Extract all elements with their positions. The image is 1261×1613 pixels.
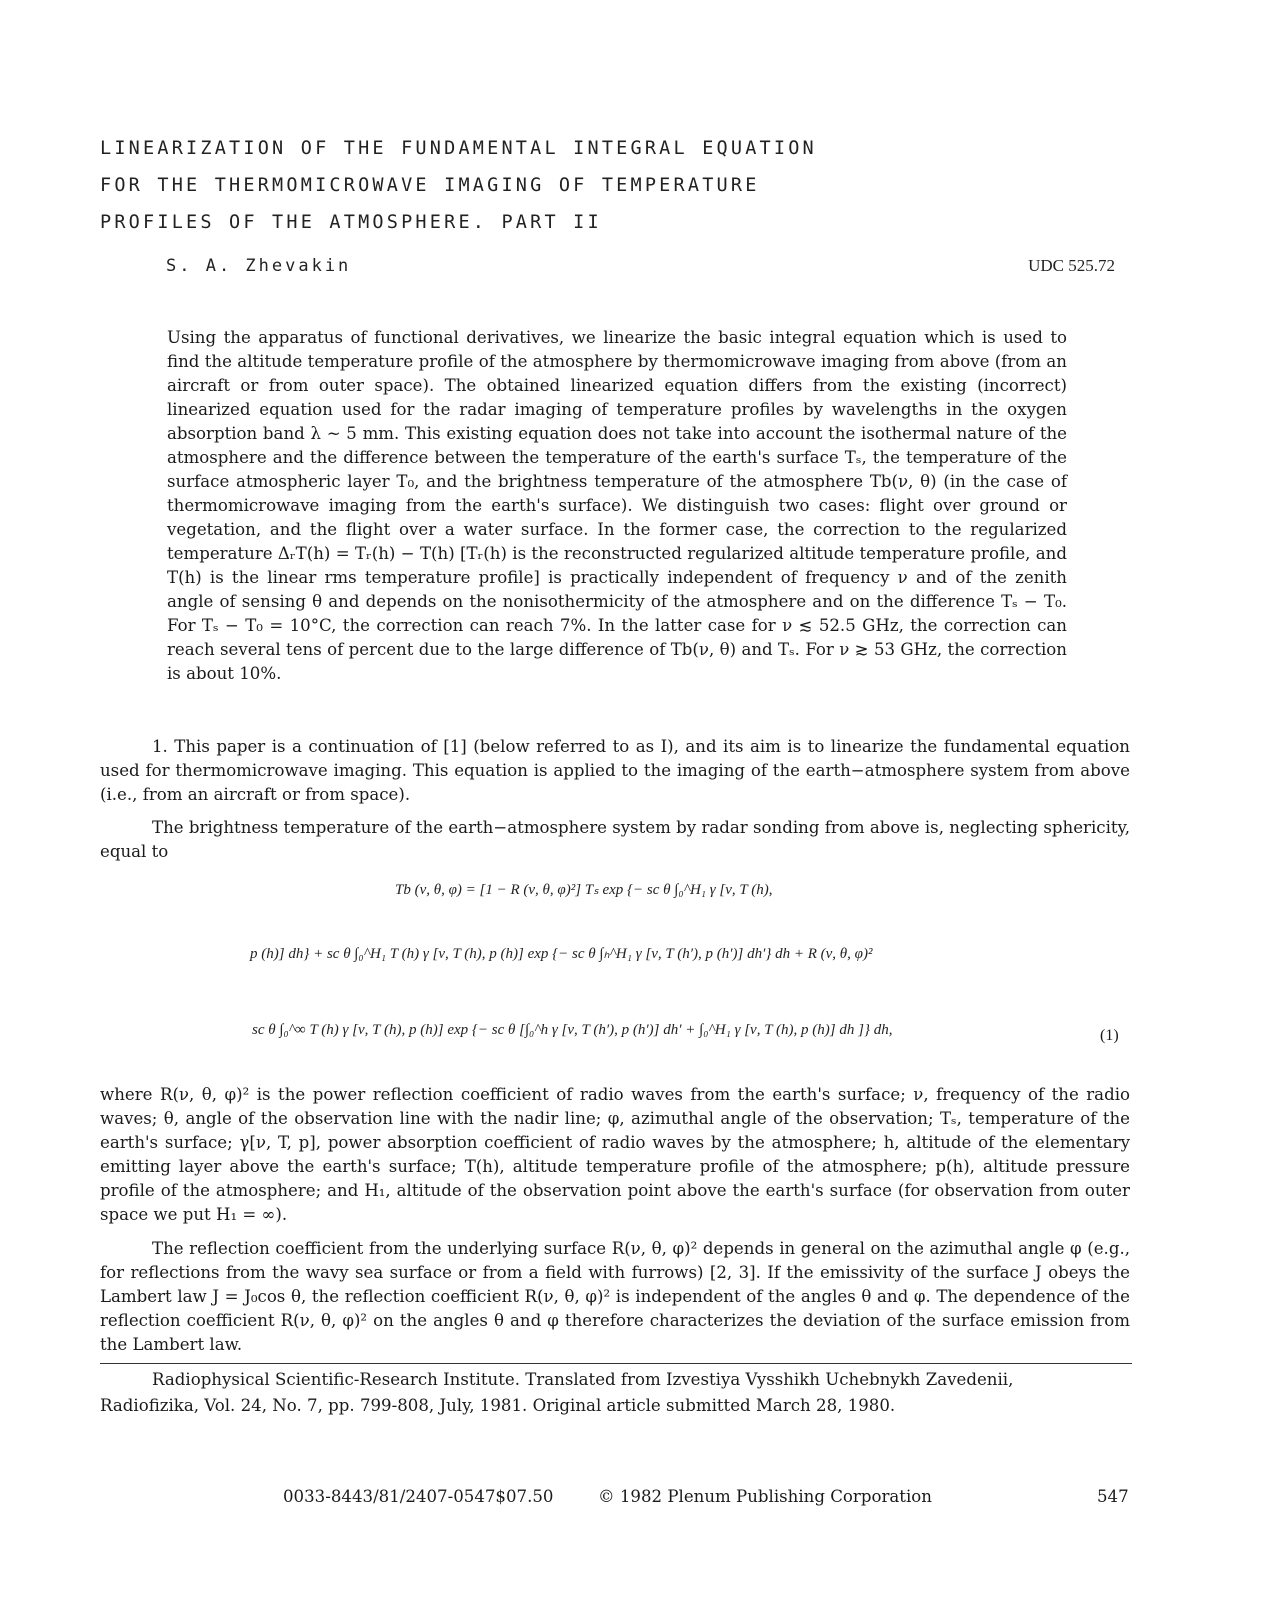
article-code: 0033-8443/81/2407-0547$07.50 <box>283 1487 554 1506</box>
equation-line-3: sc θ ∫₀^∞ T (h) γ [ν, T (h), p (h)] exp {− sc θ [∫₀^h γ [ν, T (h′), p (h′)] dh′ + ∫₀^H₁ γ [ν, T (h), p (h)] dh ]} dh, <box>252 1022 893 1038</box>
equation-number: (1) <box>1100 1027 1119 1044</box>
paper-title <box>100 130 817 241</box>
author: S. A. Zhevakin <box>166 256 352 276</box>
copyright: © 1982 Plenum Publishing Corporation <box>598 1487 932 1506</box>
title-line-2: FOR THE THERMOMICROWAVE IMAGING OF TEMPERATURE <box>100 175 760 196</box>
udc-code: UDC 525.72 <box>1028 256 1115 275</box>
footnote-line-1: Radiophysical Scientific-Research Institute. Translated from Izvestiya Vysshikh Uchebnykh Zavedenii, <box>152 1370 1014 1389</box>
equation-line-2: p (h)] dh} + sc θ ∫₀^H₁ T (h) γ [ν, T (h), p (h)] exp {− sc θ ∫ₕ^H₁ γ [ν, T (h′), p (h′)] dh′} dh + R (ν, θ, φ)² <box>250 946 873 962</box>
paragraph-2: The brightness temperature of the earth−atmosphere system by radar sonding from above is, neglecting sphericity, equal to <box>100 818 1130 861</box>
footnote-line-2: Radiofizika, Vol. 24, No. 7, pp. 799-808, July, 1981. Original article submitted March 28, 1980. <box>100 1396 896 1415</box>
paragraph-3: where R(ν, θ, φ)² is the power reflection coefficient of radio waves from the earth's surface; ν, frequency of the radio waves; θ, angle of the observation line with the nadir line; φ, azimuthal angle of the observation; Tₛ, temperature of the earth's surface; γ[ν, T, p], power absorption coefficient of radio waves by the atmosphere; h, altitude of the elementary emitting layer above the earth's surface; T(h), altitude temperature profile of the atmosphere; p(h), altitude pressure profile of the atmosphere; and H₁, altitude of the observation point above the earth's surface (for observation from outer space we put H₁ = ∞). <box>100 1085 1130 1224</box>
footnote <box>100 1367 1140 1419</box>
abstract: Using the apparatus of functional derivatives, we linearize the basic integral equation which is used to find the altitude temperature profile of the atmosphere by thermomicrowave imaging from above (from an aircraft or from outer space). The obtained linearized equation differs from the existing (incorrect) linearized equation used for the radar imaging of temperature profiles by wavelengths in the oxygen absorption band λ ~ 5 mm. This existing equation does not take into account the isothermal nature of the atmosphere and the difference between the temperature of the earth's surface Tₛ, the temperature of the surface atmospheric layer T₀, and the brightness temperature of the atmosphere Tb(ν, θ) (in the case of thermomicrowave imaging from the earth's surface). We distinguish two cases: flight over ground or vegetation, and the flight over a water surface. In the former case, the correction to the regularized temperature ΔᵣT(h) = Tᵣ(h) − T(h) [Tᵣ(h) is the reconstructed regularized altitude temperature profile, and T(h) is the linear rms temperature profile] is practically independent of frequency ν and of the zenith angle of sensing θ and depends on the nonisothermicity of the atmosphere and on the difference Tₛ − T₀. For Tₛ − T₀ = 10°C, the correction can reach 7%. In the latter case for ν ≲ 52.5 GHz, the correction can reach several tens of percent due to the large difference of Tb(ν, θ) and Tₛ. For ν ≳ 53 GHz, the correction is about 10%. <box>167 328 1067 683</box>
title-line-1: LINEARIZATION OF THE FUNDAMENTAL INTEGRAL EQUATION <box>100 138 817 159</box>
equation-line-1: Tb (ν, θ, φ) = [1 − R (ν, θ, φ)²] Tₛ exp {− sc θ ∫₀^H₁ γ [ν, T (h), <box>395 882 773 898</box>
title-line-3: PROFILES OF THE ATMOSPHERE. PART II <box>100 212 602 233</box>
page-number: 547 <box>1097 1487 1129 1506</box>
footnote-rule <box>100 1363 1132 1364</box>
paragraph-1: 1. This paper is a continuation of [1] (below referred to as I), and its aim is to linearize the fundamental equation used for thermomicrowave imaging. This equation is applied to the imaging of the earth−atmosphere system from above (i.e., from an aircraft or from space). <box>100 737 1130 804</box>
paragraph-4: The reflection coefficient from the underlying surface R(ν, θ, φ)² depends in general on the azimuthal angle φ (e.g., for reflections from the wavy sea surface or from a field with furrows) [2, 3]. If the emissivity of the surface J obeys the Lambert law J = J₀cos θ, the reflection coefficient R(ν, θ, φ)² is independent of the angles θ and φ. The dependence of the reflection coefficient R(ν, θ, φ)² on the angles θ and φ therefore characterizes the deviation of the surface emission from the Lambert law. <box>100 1239 1130 1354</box>
